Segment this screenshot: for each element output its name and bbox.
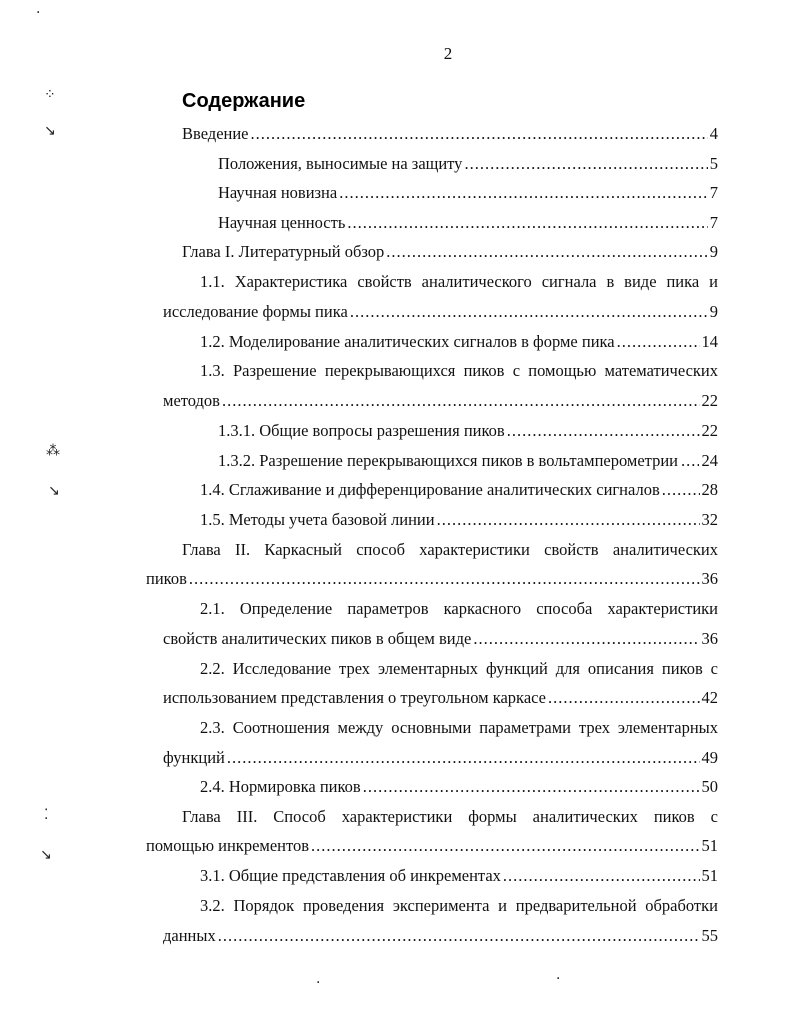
leader-dots (503, 864, 700, 888)
toc-entry-1-2[interactable] (200, 330, 718, 354)
toc-entry-page: 36 (701, 629, 718, 648)
toc-entry-text: Введение (182, 124, 249, 143)
toc-entry-page: 50 (701, 777, 718, 796)
toc-entry-defense-statements[interactable] (218, 152, 718, 176)
toc-entry-page: 24 (701, 451, 718, 470)
toc-entry-page: 22 (701, 421, 718, 440)
leader-dots (222, 389, 700, 413)
toc-entry-1-3[interactable] (200, 359, 718, 383)
toc-entry-page: 22 (701, 391, 718, 410)
toc-entry-page: 14 (701, 332, 718, 351)
toc-entry-2-2[interactable] (200, 657, 718, 681)
toc-entry-1-3-cont[interactable] (163, 389, 718, 413)
toc-entry-text: 1.1. Характеристика свойств аналитического сигнала в виде пика и (200, 272, 718, 291)
toc-entry-text: 1.3. Разрешение перекрывающихся пиков с помощью математических (200, 361, 718, 380)
toc-entry-page: 51 (701, 836, 718, 855)
toc-entry-2-3-cont[interactable] (163, 746, 718, 770)
toc-entry-page: 9 (709, 302, 718, 321)
toc-entry-2-3[interactable] (200, 716, 718, 740)
toc-entry-text: 2.2. Исследование трех элементарных функций для описания пиков с (200, 659, 718, 678)
toc-entry-text: пиков (146, 569, 187, 588)
leader-dots (251, 122, 708, 146)
toc-entry-1-3-1[interactable] (218, 419, 718, 443)
toc-entry-chapter-2-cont[interactable] (146, 567, 718, 591)
toc-entry-text: исследование формы пика (163, 302, 348, 321)
toc-entry-text: 1.2. Моделирование аналитических сигналов в форме пика (200, 332, 615, 351)
toc-entry-1-1[interactable] (200, 270, 718, 294)
leader-dots (218, 924, 700, 948)
toc-entry-2-1-cont[interactable] (163, 627, 718, 651)
toc-entry-text: Глава II. Каркасный способ характеристики свойств аналитических (182, 540, 718, 559)
toc-entry-page: 42 (701, 688, 718, 707)
toc-entry-2-4[interactable] (200, 775, 718, 799)
toc-entry-page: 7 (709, 213, 718, 232)
toc-entry-text: 1.3.1. Общие вопросы разрешения пиков (218, 421, 505, 440)
toc-entry-chapter-3[interactable] (182, 805, 718, 829)
toc-entry-page: 49 (701, 748, 718, 767)
toc-entry-chapter-3-cont[interactable] (146, 834, 718, 858)
toc-entry-text: 1.5. Методы учета базовой линии (200, 510, 435, 529)
leader-dots (227, 746, 700, 770)
leader-dots (548, 686, 700, 710)
toc-entry-text: помощью инкрементов (146, 836, 310, 855)
toc-entry-page: 28 (701, 480, 718, 499)
toc-entry-text: 3.1. Общие представления об инкрементах (200, 866, 501, 885)
page-number: 2 (443, 44, 453, 63)
toc-entry-2-1[interactable] (200, 597, 718, 621)
toc-entry-text: 1.3.2. Разрешение перекрывающихся пиков в вольтамперометрии (218, 451, 678, 470)
leader-dots (189, 567, 700, 591)
leader-dots (311, 834, 699, 858)
toc-entry-text: 2.3. Соотношения между основными параметрами трех элементарных (200, 718, 718, 737)
leader-dots (363, 775, 700, 799)
toc-entry-chapter-2[interactable] (182, 538, 718, 562)
toc-entry-chapter-1[interactable] (182, 240, 718, 264)
toc-entry-page: 32 (701, 510, 718, 529)
leader-dots (339, 181, 708, 205)
toc-entry-1-4[interactable] (200, 478, 718, 502)
leader-dots (386, 240, 707, 264)
toc-entry-page: 5 (709, 154, 718, 173)
toc-entry-text: 3.2. Порядок проведения эксперимента и предварительной обработки (200, 896, 718, 915)
toc-entry-text: 1.4. Сглаживание и дифференцирование аналитических сигналов (200, 480, 660, 499)
scan-speck: ↘ (44, 123, 56, 139)
toc-entry-text: Научная новизна (218, 183, 338, 202)
toc-entry-page: 7 (709, 183, 718, 202)
toc-entry-2-2-cont[interactable] (163, 686, 718, 710)
toc-entry-text: данных (163, 926, 216, 945)
scan-speck: ⁘ (44, 87, 56, 103)
scan-speck: · (316, 975, 321, 991)
toc-entry-text: Глава III. Способ характеристики формы аналитических пиков с (182, 807, 718, 826)
leader-dots (347, 211, 707, 235)
toc-entry-1-5[interactable] (200, 508, 718, 532)
toc-entry-text: методов (163, 391, 220, 410)
leader-dots (473, 627, 699, 651)
toc-entry-text: использованием представления о треугольном каркасе (163, 688, 546, 707)
toc-entry-text: Научная ценность (218, 213, 346, 232)
leader-dots (350, 300, 708, 324)
toc-entry-3-2-cont[interactable] (163, 924, 718, 948)
toc-title: Содержание (182, 90, 306, 112)
scan-speck: ⁚ (44, 807, 49, 823)
toc-entry-text: 2.4. Нормировка пиков (200, 777, 361, 796)
toc-entry-page: 4 (709, 124, 718, 143)
toc-entry-text: Глава I. Литературный обзор (182, 242, 385, 261)
scan-speck: ↘ (40, 847, 52, 863)
toc-entry-3-1[interactable] (200, 864, 718, 888)
toc-entry-3-2[interactable] (200, 894, 718, 918)
leader-dots (662, 478, 700, 502)
toc-entry-value[interactable] (218, 211, 718, 235)
scan-speck: · (36, 5, 41, 21)
scan-speck: · (556, 971, 561, 987)
leader-dots (507, 419, 700, 443)
toc-entry-page: 36 (701, 569, 718, 588)
scan-speck: ↘ (48, 483, 60, 499)
scan-speck: ⁂ (46, 443, 60, 459)
leader-dots (464, 152, 707, 176)
toc-entry-introduction[interactable] (182, 122, 718, 146)
toc-entry-page: 55 (701, 926, 718, 945)
toc-entry-novelty[interactable] (218, 181, 718, 205)
toc-entry-1-1-cont[interactable] (163, 300, 718, 324)
toc-entry-text: 2.1. Определение параметров каркасного способа характеристики (200, 599, 718, 618)
leader-dots (681, 449, 699, 473)
leader-dots (617, 330, 700, 354)
leader-dots (437, 508, 700, 532)
toc-entry-1-3-2[interactable] (218, 449, 718, 473)
toc-entry-page: 51 (701, 866, 718, 885)
toc-entry-text: свойств аналитических пиков в общем виде (163, 629, 472, 648)
toc-entry-text: функций (163, 748, 225, 767)
toc-entry-text: Положения, выносимые на защиту (218, 154, 463, 173)
toc-entry-page: 9 (709, 242, 718, 261)
